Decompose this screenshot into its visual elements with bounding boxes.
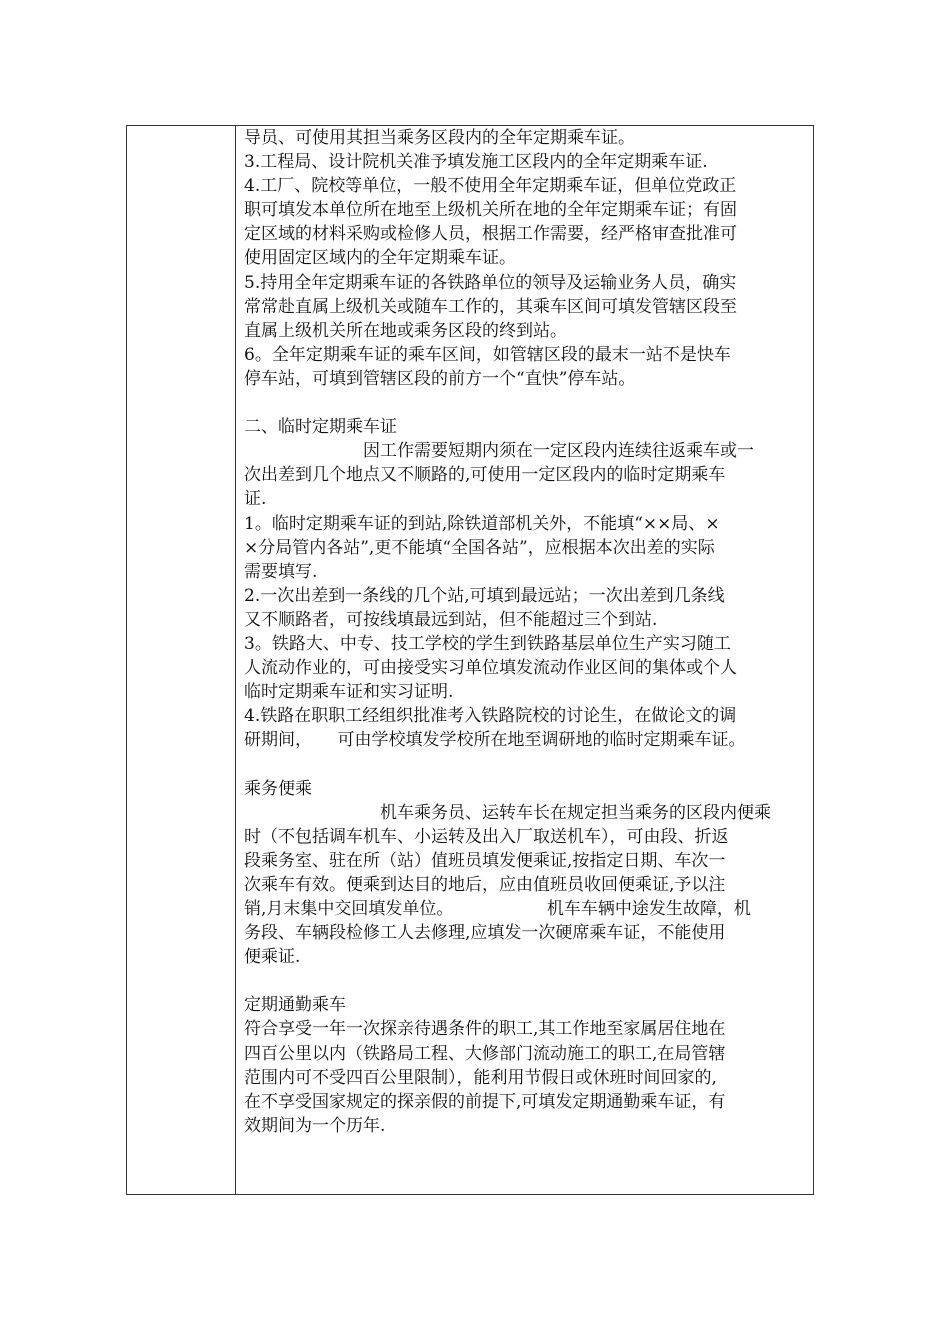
table-content-column: [236, 126, 813, 1194]
text-line: 次出差到几个地点又不顺路的,可使用一定区段内的临时定期乘车: [244, 465, 726, 486]
text-line: 6。全年定期乘车证的乘车区间，如管辖区段的最末一站不是快车: [244, 344, 731, 365]
text-line: 乘务便乘: [244, 778, 312, 799]
text-line: 停车站，可填到管辖区段的前方一个“直快”停车站。: [244, 368, 636, 389]
document-table: [126, 125, 814, 1195]
table-left-column: [127, 126, 236, 1194]
text-line: 临时定期乘车证和实习证明.: [244, 682, 454, 703]
text-line: 范围内可不受四百公里限制），能利用节假日或休班时间回家的,: [244, 1067, 717, 1088]
text-line: 4.工厂、院校等单位，一般不使用全年定期乘车证，但单位党政正: [244, 176, 737, 197]
text-line: 定期通勤乘车: [244, 995, 346, 1016]
text-line: 销,月末集中交回填发单位。 机车车辆中途发生故障，机: [244, 899, 751, 919]
text-line: 研期间， 可由学校填发学校所在地至调研地的临时定期乘车证。: [244, 730, 746, 751]
text-line: 人流动作业的，可由接受实习单位填发流动作业区间的集体或个人: [244, 658, 737, 679]
text-line: 导员、可使用其担当乘务区段内的全年定期乘车证。: [244, 128, 635, 148]
text-line: 定区域的材料采购或检修人员，根据工作需要，经严格审查批准可: [244, 224, 737, 245]
text-line: 1。临时定期乘车证的到站,除铁道部机关外，不能填“××局、×: [244, 513, 720, 534]
text-line: 机车乘务员、运转车长在规定担当乘务的区段内便乘: [244, 802, 771, 823]
text-line: 符合享受一年一次探亲待遇条件的职工,其工作地至家属居住地在: [244, 1019, 726, 1040]
text-line: 直属上级机关所在地或乘务区段的终到站。: [244, 320, 567, 341]
text-line: 4.铁路在职职工经组织批准考入铁路院校的讨论生，在做论文的调: [244, 706, 737, 727]
text-line: 次乘车有效。便乘到达目的地后，应由值班员收回便乘证,予以注: [244, 874, 726, 895]
blank-line: [244, 969, 807, 993]
text-line: 使用固定区域内的全年定期乘车证。: [244, 248, 516, 269]
text-line: 在不享受国家规定的探亲假的前提下,可填发定期通勤乘车证，有: [244, 1091, 726, 1112]
text-line: 3.工程局、设计院机关准予填发施工区段内的全年定期乘车证.: [244, 152, 708, 173]
text-line: 段乘务室、驻在所（站）值班员填发便乘证,按指定日期、车次一: [244, 850, 726, 871]
blank-line: [244, 391, 807, 415]
text-line: 需要填写.: [244, 561, 318, 582]
text-line: 证.: [244, 489, 267, 510]
text-line: 二、临时定期乘车证: [244, 417, 397, 438]
text-line: 5.持用全年定期乘车证的各铁路单位的领导及运输业务人员，确实: [244, 272, 737, 293]
text-line: 职可填发本单位所在地至上级机关所在地的全年定期乘车证；有固: [244, 200, 737, 221]
text-line: 务段、车辆段检修工人去修理,应填发一次硬席乘车证，不能使用: [244, 923, 726, 944]
text-line: 常常赴直属上级机关或随车工作的，其乘车区间可填发管辖区段至: [244, 296, 737, 317]
text-line: 2.一次出差到一条线的几个站,可填到最远站；一次出差到几条线: [244, 585, 725, 606]
text-line: 因工作需要短期内须在一定区段内连续往返乘车或一: [244, 441, 754, 462]
text-line: 3。铁路大、中专、技工学校的学生到铁路基层单位生产实习随工: [244, 633, 731, 654]
text-line: 便乘证.: [244, 947, 301, 968]
text-line: 效期间为一个历年.: [244, 1115, 386, 1136]
text-line: ×分局管内各站”,更不能填“全国各站”，应根据本次出差的实际: [244, 537, 715, 558]
blank-line: [244, 752, 807, 776]
text-line: 又不顺路者，可按线填最远到站，但不能超过三个到站.: [244, 609, 658, 630]
text-line: 时（不包括调车机车、小运转及出入厂取送机车），可由段、折返: [244, 826, 729, 847]
text-line: 四百公里以内（铁路局工程、大修部门流动施工的职工,在局管辖: [244, 1043, 726, 1064]
